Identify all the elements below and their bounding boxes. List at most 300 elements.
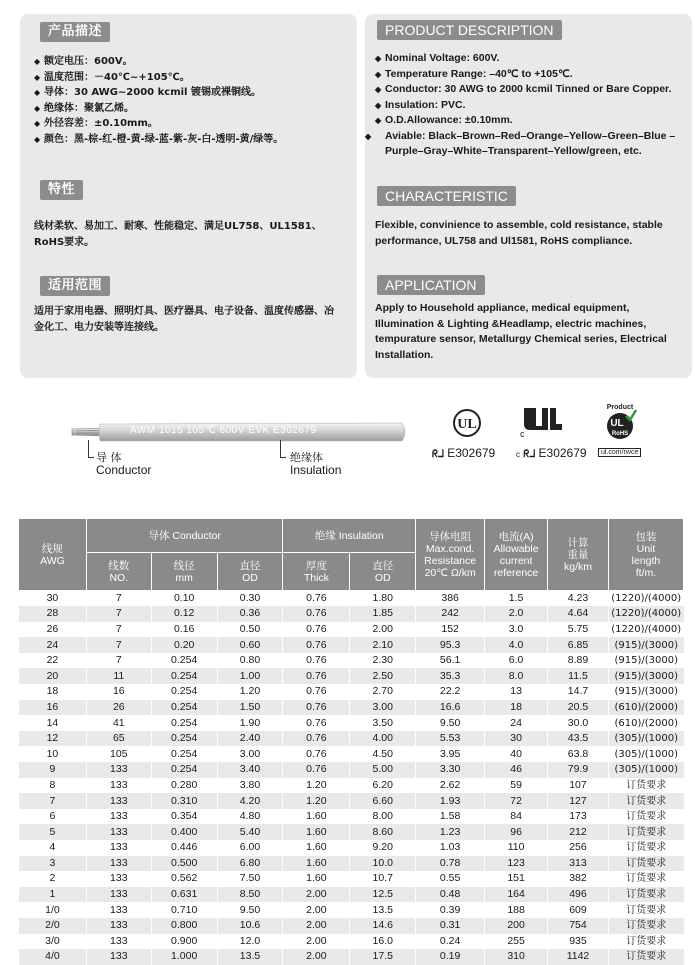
cell-current: 110 bbox=[485, 840, 548, 856]
cell-current: 46 bbox=[485, 762, 548, 778]
table-row bbox=[19, 856, 684, 872]
cell-strand-diameter: 1.000 bbox=[151, 949, 217, 965]
char-text-cn: 线材柔软、易加工、耐寒、性能稳定、满足UL758、UL1581、RoHS要求。 bbox=[34, 221, 322, 248]
table-row bbox=[19, 918, 684, 934]
cell-current: 1.5 bbox=[485, 591, 548, 607]
cell-thickness: 1.60 bbox=[283, 856, 350, 872]
cell-package: (305)/(1000) bbox=[608, 762, 683, 778]
char-title-cn: 特性 bbox=[40, 180, 83, 200]
cell-resistance: 2.62 bbox=[416, 778, 485, 794]
desc-item-cn: ◆ 绝缘体：聚氯乙烯。 bbox=[34, 101, 283, 117]
cell-package: 订货要求 bbox=[608, 793, 683, 809]
cell-current: 2.0 bbox=[485, 606, 548, 622]
cell-current: 200 bbox=[485, 918, 548, 934]
svg-text:Product: Product bbox=[606, 404, 634, 411]
cell-resistance: 3.95 bbox=[416, 746, 485, 762]
cell-package: 订货要求 bbox=[608, 887, 683, 903]
cell-strand-diameter: 0.280 bbox=[151, 778, 217, 794]
cell-conductor-od: 13.5 bbox=[217, 949, 283, 965]
cell-weight: 609 bbox=[548, 902, 609, 918]
product-rohs-icon bbox=[602, 402, 638, 442]
cell-package: (610)/(2000) bbox=[608, 715, 683, 731]
cell-package: (1220)/(4000) bbox=[608, 622, 683, 638]
desc-item-cn: ◆ 温度范围：－40℃~+105℃。 bbox=[34, 70, 283, 86]
diamond-bullet-icon: ◆ bbox=[34, 103, 41, 113]
cell-thickness: 2.00 bbox=[283, 949, 350, 965]
cell-current: 3.0 bbox=[485, 622, 548, 638]
cell-thickness: 0.76 bbox=[283, 762, 350, 778]
cell-thickness: 2.00 bbox=[283, 918, 350, 934]
desc-title-cn: 产品描述 bbox=[40, 22, 110, 42]
cell-awg: 7 bbox=[19, 793, 87, 809]
cell-insulation-od: 10.7 bbox=[350, 871, 416, 887]
cell-strand-diameter: 0.254 bbox=[151, 762, 217, 778]
header-strands: 线数 NO. bbox=[86, 553, 151, 591]
cell-insulation-od: 14.6 bbox=[350, 918, 416, 934]
cell-weight: 754 bbox=[548, 918, 609, 934]
diamond-bullet-icon: ◆ bbox=[34, 119, 41, 128]
cell-weight: 1142 bbox=[548, 949, 609, 965]
cell-awg: 1/0 bbox=[19, 902, 87, 918]
cell-weight: 496 bbox=[548, 887, 609, 903]
cell-strands: 65 bbox=[86, 731, 151, 747]
cell-awg: 10 bbox=[19, 746, 87, 762]
cell-current: 255 bbox=[485, 934, 548, 950]
cell-current: 8.0 bbox=[485, 668, 548, 684]
cell-insulation-od: 2.50 bbox=[350, 668, 416, 684]
cell-strand-diameter: 0.400 bbox=[151, 824, 217, 840]
header-resistance: 导体电阻 Max.cond. Resistance 20℃ Ω/km bbox=[416, 519, 485, 591]
cell-resistance: 152 bbox=[416, 622, 485, 638]
cell-package: 订货要求 bbox=[608, 918, 683, 934]
cell-resistance: 35.3 bbox=[416, 668, 485, 684]
cell-resistance: 0.24 bbox=[416, 934, 485, 950]
cell-awg: 26 bbox=[19, 622, 87, 638]
cell-conductor-od: 3.00 bbox=[217, 746, 283, 762]
table-row bbox=[19, 840, 684, 856]
cell-insulation-od: 17.5 bbox=[350, 949, 416, 965]
insulation-leader-line bbox=[280, 440, 286, 458]
cell-strand-diameter: 0.710 bbox=[151, 902, 217, 918]
cell-awg: 2/0 bbox=[19, 918, 87, 934]
cell-insulation-od: 3.50 bbox=[350, 715, 416, 731]
desc-item-en: ◆ Insulation: PVC. bbox=[375, 98, 693, 114]
cell-awg: 9 bbox=[19, 762, 87, 778]
cell-resistance: 56.1 bbox=[416, 653, 485, 669]
cell-weight: 313 bbox=[548, 856, 609, 872]
header-strand-diameter: 线径 mm bbox=[151, 553, 217, 591]
cell-weight: 256 bbox=[548, 840, 609, 856]
desc-item-cn: ◆ 额定电压：600V。 bbox=[34, 54, 283, 70]
cell-strand-diameter: 0.354 bbox=[151, 809, 217, 825]
diamond-bullet-icon: ◆ bbox=[375, 54, 382, 63]
cell-resistance: 95.3 bbox=[416, 637, 485, 653]
cell-strands: 133 bbox=[86, 793, 151, 809]
cell-strands: 133 bbox=[86, 934, 151, 950]
cell-awg: 1 bbox=[19, 887, 87, 903]
cell-conductor-od: 0.60 bbox=[217, 637, 283, 653]
cell-thickness: 0.76 bbox=[283, 746, 350, 762]
cell-strand-diameter: 0.446 bbox=[151, 840, 217, 856]
cell-thickness: 0.76 bbox=[283, 622, 350, 638]
cell-insulation-od: 3.00 bbox=[350, 700, 416, 716]
cell-conductor-od: 6.00 bbox=[217, 840, 283, 856]
cell-awg: 2 bbox=[19, 871, 87, 887]
ul-listed-icon bbox=[452, 406, 482, 440]
cell-strands: 16 bbox=[86, 684, 151, 700]
conductor-leader-line bbox=[88, 440, 94, 458]
app-title-cn: 适用范围 bbox=[40, 276, 110, 296]
cell-resistance: 0.78 bbox=[416, 856, 485, 872]
table-row bbox=[19, 637, 684, 653]
cell-strands: 26 bbox=[86, 700, 151, 716]
cell-weight: 212 bbox=[548, 824, 609, 840]
diamond-bullet-icon: ◆ bbox=[34, 88, 41, 97]
desc-item-cn: ◆ 导体：30 AWG~2000 kcmil 镀锡或裸铜线。 bbox=[34, 85, 283, 101]
cell-resistance: 0.48 bbox=[416, 887, 485, 903]
cell-weight: 20.5 bbox=[548, 700, 609, 716]
cell-strands: 133 bbox=[86, 871, 151, 887]
cell-strands: 7 bbox=[86, 637, 151, 653]
cell-resistance: 9.50 bbox=[416, 715, 485, 731]
cell-resistance: 0.19 bbox=[416, 949, 485, 965]
cell-conductor-od: 10.6 bbox=[217, 918, 283, 934]
cell-resistance: 1.03 bbox=[416, 840, 485, 856]
cell-current: 40 bbox=[485, 746, 548, 762]
spec-table-body bbox=[19, 591, 684, 965]
cell-insulation-od: 2.10 bbox=[350, 637, 416, 653]
cell-insulation-od: 16.0 bbox=[350, 934, 416, 950]
cell-strand-diameter: 0.12 bbox=[151, 606, 217, 622]
desc-item-en: ◆ Nominal Voltage: 600V. bbox=[375, 51, 693, 67]
conductor-label: 导 体 Conductor bbox=[96, 451, 152, 477]
table-row bbox=[19, 653, 684, 669]
table-row bbox=[19, 887, 684, 903]
ul-recognized-icon bbox=[520, 404, 564, 438]
cell-resistance: 1.93 bbox=[416, 793, 485, 809]
cell-current: 164 bbox=[485, 887, 548, 903]
diamond-bullet-icon: ◆ bbox=[34, 134, 41, 144]
cell-insulation-od: 4.00 bbox=[350, 731, 416, 747]
header-current: 电流(A) Allowable current reference bbox=[485, 519, 548, 591]
desc-item-cn: ◆ 颜色：黑-棕-红-橙-黄-绿-蓝-紫-灰-白-透明-黄/绿等。 bbox=[34, 132, 283, 148]
cell-strands: 133 bbox=[86, 918, 151, 934]
desc-list-cn bbox=[34, 54, 283, 147]
cell-insulation-od: 13.5 bbox=[350, 902, 416, 918]
cell-weight: 30.0 bbox=[548, 715, 609, 731]
cert-number-1: ᖇᒧ E302679 bbox=[432, 446, 496, 460]
desc-title-en: PRODUCT DESCRIPTION bbox=[377, 20, 562, 40]
cell-resistance: 386 bbox=[416, 591, 485, 607]
cell-insulation-od: 8.60 bbox=[350, 824, 416, 840]
app-text-cn: 适用于家用电器、照明灯具、医疗器具、电子设备、温度传感器、冶金化工、电力安装等连接线。 bbox=[34, 306, 334, 333]
table-row bbox=[19, 902, 684, 918]
cell-current: 24 bbox=[485, 715, 548, 731]
cell-strands: 133 bbox=[86, 778, 151, 794]
cell-package: 订货要求 bbox=[608, 949, 683, 965]
cell-package: (915)/(3000) bbox=[608, 653, 683, 669]
cell-insulation-od: 8.00 bbox=[350, 809, 416, 825]
cell-thickness: 0.76 bbox=[283, 591, 350, 607]
table-row bbox=[19, 793, 684, 809]
cell-awg: 3/0 bbox=[19, 934, 87, 950]
table-row bbox=[19, 949, 684, 965]
cell-current: 18 bbox=[485, 700, 548, 716]
table-row bbox=[19, 746, 684, 762]
cell-insulation-od: 5.00 bbox=[350, 762, 416, 778]
table-row bbox=[19, 809, 684, 825]
cell-awg: 14 bbox=[19, 715, 87, 731]
cell-awg: 22 bbox=[19, 653, 87, 669]
cell-package: (305)/(1000) bbox=[608, 746, 683, 762]
table-row bbox=[19, 668, 684, 684]
desc-item-en: ◆ Aviable: Black–Brown–Red–Orange–Yellow–Green–Blue –Purple–Gray–White–Transparent–Yellow/green, etc. bbox=[365, 129, 676, 157]
cell-conductor-od: 9.50 bbox=[217, 902, 283, 918]
cell-insulation-od: 2.00 bbox=[350, 622, 416, 638]
svg-text:UL: UL bbox=[457, 417, 477, 432]
cell-strands: 11 bbox=[86, 668, 151, 684]
cell-strand-diameter: 0.254 bbox=[151, 731, 217, 747]
cell-resistance: 0.31 bbox=[416, 918, 485, 934]
cell-awg: 24 bbox=[19, 637, 87, 653]
table-row bbox=[19, 762, 684, 778]
cell-conductor-od: 4.80 bbox=[217, 809, 283, 825]
cell-package: 订货要求 bbox=[608, 809, 683, 825]
cell-strands: 7 bbox=[86, 606, 151, 622]
table-row bbox=[19, 606, 684, 622]
product-rohs-mark-icon bbox=[602, 402, 638, 442]
cell-weight: 382 bbox=[548, 871, 609, 887]
diamond-bullet-icon: ◆ bbox=[375, 69, 382, 79]
svg-text:UL: UL bbox=[610, 418, 624, 429]
cell-thickness: 2.00 bbox=[283, 902, 350, 918]
ul-website-text: ul.com/rwce bbox=[598, 448, 641, 457]
cell-conductor-od: 5.40 bbox=[217, 824, 283, 840]
cell-thickness: 1.60 bbox=[283, 840, 350, 856]
cell-strand-diameter: 0.254 bbox=[151, 653, 217, 669]
cell-current: 188 bbox=[485, 902, 548, 918]
cell-thickness: 0.76 bbox=[283, 715, 350, 731]
cell-awg: 4 bbox=[19, 840, 87, 856]
desc-item-en: ◆ Conductor: 30 AWG to 2000 kcmil Tinned or Bare Copper. bbox=[375, 82, 693, 98]
table-row bbox=[19, 824, 684, 840]
cell-strand-diameter: 0.254 bbox=[151, 684, 217, 700]
cell-weight: 173 bbox=[548, 809, 609, 825]
cell-package: (1220)/(4000) bbox=[608, 591, 683, 607]
cell-awg: 12 bbox=[19, 731, 87, 747]
desc-item-en: ◆ O.D.Allowance: ±0.10mm. bbox=[375, 113, 693, 129]
cell-package: 订货要求 bbox=[608, 840, 683, 856]
cell-weight: 4.23 bbox=[548, 591, 609, 607]
cell-thickness: 1.60 bbox=[283, 871, 350, 887]
cell-strand-diameter: 0.254 bbox=[151, 700, 217, 716]
cell-weight: 935 bbox=[548, 934, 609, 950]
cell-strands: 133 bbox=[86, 902, 151, 918]
cell-conductor-od: 1.90 bbox=[217, 715, 283, 731]
cell-weight: 43.5 bbox=[548, 731, 609, 747]
cell-resistance: 0.55 bbox=[416, 871, 485, 887]
cell-current: 4.0 bbox=[485, 637, 548, 653]
cell-strand-diameter: 0.254 bbox=[151, 668, 217, 684]
cell-awg: 6 bbox=[19, 809, 87, 825]
cell-strand-diameter: 0.631 bbox=[151, 887, 217, 903]
cell-thickness: 0.76 bbox=[283, 606, 350, 622]
cell-strands: 41 bbox=[86, 715, 151, 731]
cell-awg: 20 bbox=[19, 668, 87, 684]
table-row bbox=[19, 871, 684, 887]
cell-resistance: 1.23 bbox=[416, 824, 485, 840]
cell-conductor-od: 0.30 bbox=[217, 591, 283, 607]
cell-weight: 107 bbox=[548, 778, 609, 794]
cell-strand-diameter: 0.562 bbox=[151, 871, 217, 887]
cell-package: (915)/(3000) bbox=[608, 637, 683, 653]
table-row bbox=[19, 715, 684, 731]
cell-conductor-od: 1.20 bbox=[217, 684, 283, 700]
cell-package: (305)/(1000) bbox=[608, 731, 683, 747]
header-weight: 计算 重量 kg/km bbox=[548, 519, 609, 591]
cell-awg: 8 bbox=[19, 778, 87, 794]
desc-list-en bbox=[365, 51, 693, 160]
diamond-bullet-icon: ◆ bbox=[365, 131, 372, 141]
cell-strand-diameter: 0.310 bbox=[151, 793, 217, 809]
cell-resistance: 3.30 bbox=[416, 762, 485, 778]
cell-current: 13 bbox=[485, 684, 548, 700]
cell-current: 151 bbox=[485, 871, 548, 887]
cable-print-text: AWM 1015 105℃ 600V EVK E302679 bbox=[130, 425, 317, 436]
insulation-label: 绝缘体 Insulation bbox=[290, 451, 342, 477]
cell-package: 订货要求 bbox=[608, 778, 683, 794]
cell-weight: 5.75 bbox=[548, 622, 609, 638]
cell-awg: 4/0 bbox=[19, 949, 87, 965]
cell-strand-diameter: 0.10 bbox=[151, 591, 217, 607]
certification-logos bbox=[432, 402, 672, 464]
cell-current: 72 bbox=[485, 793, 548, 809]
cell-strands: 133 bbox=[86, 809, 151, 825]
table-row bbox=[19, 700, 684, 716]
cell-insulation-od: 6.60 bbox=[350, 793, 416, 809]
cell-conductor-od: 3.40 bbox=[217, 762, 283, 778]
cell-strands: 133 bbox=[86, 824, 151, 840]
cell-insulation-od: 4.50 bbox=[350, 746, 416, 762]
cell-resistance: 0.39 bbox=[416, 902, 485, 918]
diamond-bullet-icon: ◆ bbox=[375, 85, 382, 94]
cell-insulation-od: 6.20 bbox=[350, 778, 416, 794]
cell-weight: 11.5 bbox=[548, 668, 609, 684]
cert-number-2: c ᖇᒧ E302679 bbox=[516, 446, 587, 460]
cell-insulation-od: 1.80 bbox=[350, 591, 416, 607]
cell-insulation-od: 9.20 bbox=[350, 840, 416, 856]
cell-thickness: 0.76 bbox=[283, 668, 350, 684]
cell-resistance: 22.2 bbox=[416, 684, 485, 700]
cell-conductor-od: 8.50 bbox=[217, 887, 283, 903]
svg-text:RoHS: RoHS bbox=[611, 431, 629, 437]
cell-thickness: 0.76 bbox=[283, 684, 350, 700]
cell-weight: 127 bbox=[548, 793, 609, 809]
cell-strands: 7 bbox=[86, 591, 151, 607]
cell-conductor-od: 0.36 bbox=[217, 606, 283, 622]
cell-conductor-od: 1.00 bbox=[217, 668, 283, 684]
english-description-panel bbox=[365, 14, 692, 378]
cell-thickness: 0.76 bbox=[283, 653, 350, 669]
cell-current: 310 bbox=[485, 949, 548, 965]
cell-insulation-od: 12.5 bbox=[350, 887, 416, 903]
cell-conductor-od: 0.80 bbox=[217, 653, 283, 669]
cell-conductor-od: 3.80 bbox=[217, 778, 283, 794]
cell-thickness: 0.76 bbox=[283, 731, 350, 747]
ul-small-icon: ᖇᒧ bbox=[523, 449, 536, 460]
table-row bbox=[19, 731, 684, 747]
cell-thickness: 1.20 bbox=[283, 793, 350, 809]
cell-resistance: 5.53 bbox=[416, 731, 485, 747]
cell-conductor-od: 4.20 bbox=[217, 793, 283, 809]
desc-item-cn: ◆ 外径容差：±0.10mm。 bbox=[34, 116, 283, 132]
spec-table bbox=[18, 518, 684, 965]
ul-small-icon: c bbox=[516, 450, 520, 459]
cell-strands: 133 bbox=[86, 949, 151, 965]
table-row bbox=[19, 622, 684, 638]
cell-package: 订货要求 bbox=[608, 871, 683, 887]
cell-resistance: 1.58 bbox=[416, 809, 485, 825]
diamond-bullet-icon: ◆ bbox=[34, 57, 41, 66]
cell-weight: 79.9 bbox=[548, 762, 609, 778]
header-thickness: 厚度 Thick bbox=[283, 553, 350, 591]
header-awg: 线规 AWG bbox=[19, 519, 87, 591]
cell-weight: 4.64 bbox=[548, 606, 609, 622]
header-package: 包装 Unit length ft/m. bbox=[608, 519, 683, 591]
cell-package: 订货要求 bbox=[608, 934, 683, 950]
table-row bbox=[19, 684, 684, 700]
cell-resistance: 242 bbox=[416, 606, 485, 622]
cell-awg: 28 bbox=[19, 606, 87, 622]
char-text-en: Flexible, convinience to assemble, cold resistance, stable performance, UL758 and Ul1581, RoHS compliance. bbox=[375, 219, 663, 247]
cell-current: 123 bbox=[485, 856, 548, 872]
cell-strands: 7 bbox=[86, 622, 151, 638]
table-row bbox=[19, 591, 684, 607]
cell-conductor-od: 1.50 bbox=[217, 700, 283, 716]
cell-awg: 18 bbox=[19, 684, 87, 700]
cell-package: 订货要求 bbox=[608, 856, 683, 872]
cell-strands: 133 bbox=[86, 762, 151, 778]
header-conductor-od: 直径 OD bbox=[217, 553, 283, 591]
table-row bbox=[19, 934, 684, 950]
cell-strands: 105 bbox=[86, 746, 151, 762]
cell-strand-diameter: 0.254 bbox=[151, 746, 217, 762]
cell-current: 59 bbox=[485, 778, 548, 794]
char-title-en: CHARACTERISTIC bbox=[377, 186, 516, 206]
cell-package: 订货要求 bbox=[608, 902, 683, 918]
header-conductor: 导体 Conductor bbox=[86, 519, 283, 553]
table-row bbox=[19, 778, 684, 794]
cell-thickness: 0.76 bbox=[283, 637, 350, 653]
diamond-bullet-icon: ◆ bbox=[34, 72, 41, 82]
cell-current: 84 bbox=[485, 809, 548, 825]
cell-current: 96 bbox=[485, 824, 548, 840]
header-insulation: 绝缘 Insulation bbox=[283, 519, 416, 553]
cell-thickness: 0.76 bbox=[283, 700, 350, 716]
cell-current: 6.0 bbox=[485, 653, 548, 669]
cell-weight: 6.85 bbox=[548, 637, 609, 653]
cell-thickness: 2.00 bbox=[283, 887, 350, 903]
cell-strand-diameter: 0.800 bbox=[151, 918, 217, 934]
cell-package: (1220)/(4000) bbox=[608, 606, 683, 622]
header-insulation-od: 直径 OD bbox=[350, 553, 416, 591]
cell-weight: 63.8 bbox=[548, 746, 609, 762]
svg-text:c: c bbox=[520, 429, 525, 439]
desc-item-en: ◆ Temperature Range: –40℃ to +105℃. bbox=[375, 67, 693, 83]
cell-strands: 133 bbox=[86, 887, 151, 903]
cell-thickness: 1.60 bbox=[283, 824, 350, 840]
app-title-en: APPLICATION bbox=[377, 275, 485, 295]
